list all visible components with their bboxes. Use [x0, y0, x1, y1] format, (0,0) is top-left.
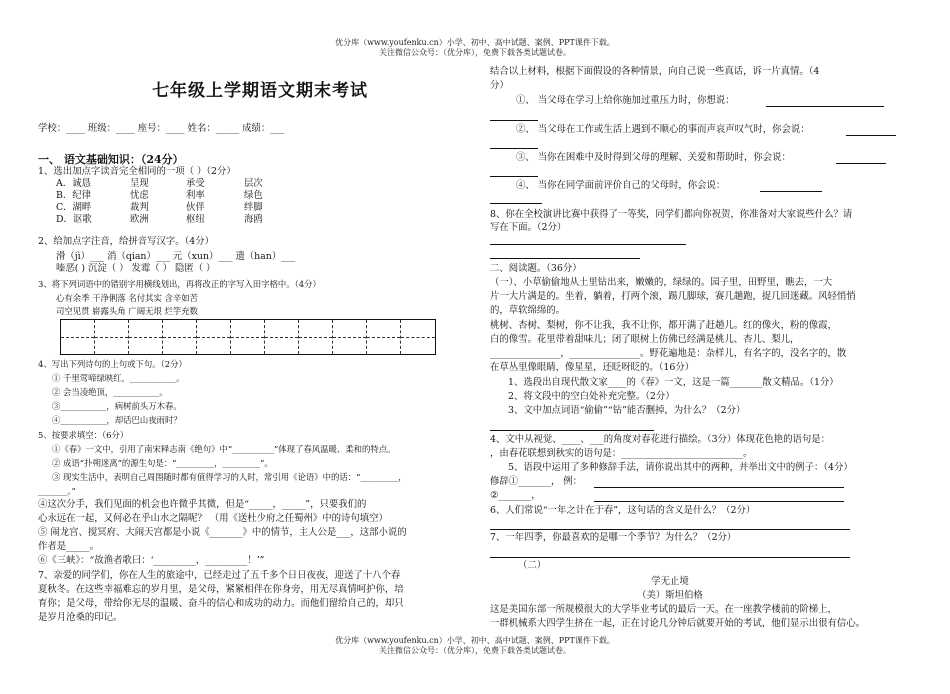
q5-item-5b: 作者是_____。	[38, 541, 99, 552]
section-2-heading: 二、阅读题。（36分）	[490, 263, 582, 274]
answer-line[interactable]	[490, 430, 654, 431]
q4-item-2: ② 会当凌绝顶，___________。	[52, 387, 168, 397]
q1-option-c: C．湖畔 裁判 伙伴 绊脚	[56, 202, 263, 213]
q8-line-a: 8、你在全校演讲比赛中获得了一等奖，同学们都向你祝贺，你准备对大家说些什么？请	[490, 209, 853, 220]
reading-q5-rhetoric-2: ②_______，	[490, 490, 541, 501]
answer-line[interactable]	[490, 148, 538, 149]
article-author: （美）斯坦伯格	[637, 590, 703, 601]
article-line-1: 这是美国东部一所规模很大的大学毕业考试的最后一天。在一座教学楼前的阶梯上，	[490, 604, 837, 615]
q5-item-6: ⑥《三峡》：“故渔者歌曰：‘_________，_________！’”	[38, 555, 265, 566]
reading-q4-b: ，由春花联想到秋实的语句是：__________________________。	[490, 448, 753, 459]
page-footer-line1: 优分库（www.youfenku.cn）小学、初中、高中试题、案例、PPT课件下载。	[335, 636, 615, 645]
q3-line2: 司空见贯 崭露头角 广阔无垠 烂竽充数	[56, 306, 198, 316]
exam-title: 七年级上学期语文期末考试	[152, 81, 368, 101]
q2-line2: 嗪恶( ) 沉淀（ ） 发霉（ ） 隐匿（ ）	[56, 263, 216, 274]
q4-text: 4、写出下列诗句的上句或下句。（2分）	[38, 359, 187, 369]
q7-line-c: 育你；是父母，带给你无尽的温暖、奋斗的信心和成功的动力。而他们留给自己的，却只	[38, 598, 404, 609]
q1-option-a: A．诚恳 呈现 承受 层次	[56, 178, 263, 189]
reading-q2: 2、将文段中的空白处补充完整。（2分）	[508, 391, 675, 402]
answer-line[interactable]	[766, 106, 884, 107]
answer-line[interactable]	[490, 203, 542, 204]
reading-q1: 1、选段出自现代散文家____的《春》一文，这是一篇_______散文精品。（1分）	[508, 377, 839, 388]
article-title: 学无止境	[651, 576, 689, 587]
q4-item-4: ④___________，却话巴山夜雨时？	[52, 415, 182, 425]
passage-line-5: 白的像雪。花里带着甜味儿；闭了眼树上仿佛已经满是桃儿、杏儿、梨儿，	[490, 334, 800, 345]
scenario-4: ④、 当你在同学面前评价自己的父母时，你会说：	[516, 180, 726, 191]
q1-option-b: B．纪律 忧虑 利率 绿色	[56, 190, 263, 201]
q5-item-5a: ⑤ 闹龙宫、搅冥府、大闹天宫都是小说《_______》中的情节，主人公是___，这部小说的	[38, 527, 407, 538]
reading-q5: 5、语段中运用了多种修辞手法，请你说出其中的两种，并举出文中的例子：（4分）	[508, 462, 853, 473]
q7-prompt-score: 分）	[490, 80, 509, 91]
q7-line-a: 7、亲爱的同学们，你在人生的旅途中，已经走过了五千多个日日夜夜，迎送了十八个春	[38, 570, 401, 581]
page-footer-line2: 关注微信公众号：（优分库），免费下载各类试题试卷。	[379, 646, 571, 655]
scenario-1: ①、 当父母在学习上给你施加过重压力时，你想说：	[516, 95, 735, 106]
passage-line-7: 在草丛里像眼睛，像星星，还眨呀眨的。（16分）	[490, 362, 695, 373]
q5-item-3a: ③ 现实生活中，表明自己周围随时都有值得学习的人时，常引用《论语》中的话：“_________，	[52, 472, 407, 482]
answer-line[interactable]	[760, 191, 822, 192]
reading-q7: 7、一年四季，你最喜欢的是哪一个季节？为什么？（2分）	[490, 532, 737, 543]
q1-text: 1、选出加点字读音完全相同的一项（ ）（2分）	[38, 166, 236, 177]
passage-line-6: _______________，_______________。野花遍地是：杂样儿，有名字的，没名字的，散	[490, 348, 847, 359]
scenario-2: ②、 当父母在工作或生活上遇到不顺心的事而声哀声叹气时，你会说：	[516, 124, 810, 135]
answer-line[interactable]	[846, 135, 896, 136]
answer-line[interactable]	[594, 501, 844, 502]
q4-item-1: ① 千里莺啼绿映红，___________。	[52, 373, 185, 383]
answer-line[interactable]	[594, 487, 844, 488]
q7-prompt: 结合以上材料，根据下面假设的各种情景，向自己说一些真话，诉一片真情。（4	[490, 66, 820, 77]
student-info-line: 学校：____ 班级：____ 座号：____ 姓名：_____ 成绩：___	[38, 123, 285, 134]
passage-line-3: 的，草软绵绵的。	[490, 305, 566, 316]
reading-q3: 3、文中加点词语“偷偷”“钻”能否删掉，为什么？（2分）	[508, 405, 746, 416]
reading-q5-rhetoric-1: 修辞①_______， 例：	[490, 476, 583, 487]
tian-zi-grid[interactable]	[60, 319, 436, 355]
q5-text: 5、按要求填空：（6分）	[38, 430, 129, 440]
q5-item-4a: ④这次分手，我们见面的机会也许微乎其微，但是“_____，_____”，只要我们的	[38, 499, 367, 510]
passage-line-2: 片一大片满是的。坐着，躺着，打两个滚，踢几脚球，赛几趟跑，捉几回迷藏。风轻悄悄	[490, 291, 856, 302]
article-line-2: 一群机械系大四学生挤在一起，正在讨论几分钟后就要开始的考试，他们显示出很有信心。	[490, 618, 866, 629]
answer-line[interactable]	[490, 120, 538, 121]
answer-line[interactable]	[490, 557, 850, 558]
q4-item-3: ③___________，病树前头万木春。	[52, 401, 182, 411]
answer-line[interactable]	[490, 176, 538, 177]
q3-line1: 心有余季 干浄俐落 名付其实 含辛如苦	[56, 293, 198, 303]
q3-text: 3、将下列词语中的错别字用横线划出，再将改正的字写入田字格中。（4分）	[38, 279, 321, 289]
page-header-line1: 优分库（www.youfenku.cn）小学、初中、高中试题、案例、PPT课件下载。	[335, 38, 615, 47]
q7-line-d: 是岁月沧桑的印记。	[38, 612, 123, 623]
section-1-heading: 一、 语文基础知识：（24分）	[38, 153, 184, 166]
q5-item-2: ② 成语“扑朔迷离”的源生句是：“_________，_________”。	[52, 458, 273, 468]
reading-q4-a: 4、文中从视觉、____、___的角度对春花进行描绘。（3分）体现花色艳的语句是：	[490, 434, 831, 445]
answer-line[interactable]	[836, 163, 886, 164]
passage-line-1: （一）、小草偷偷地从土里钻出来，嫩嫩的，绿绿的。园子里，田野里，瞧去，一大	[490, 277, 833, 288]
q5-item-1: ①《春》一文中，引用了南宋释志南《绝句》中“__________”体现了春风温暖、柔和的特点。	[52, 444, 396, 454]
q2-line1: 滑（jì）___ 消（qian）___ 元（xun）___ 遗（han）___	[56, 251, 296, 262]
q1-option-d: D．讴歌 欧洲 枢纽 海鸥	[56, 214, 263, 225]
scenario-3: ③、 当你在困难中及时得到父母的理解、关爱和帮助时，你会说：	[516, 152, 791, 163]
reading-q6: 6、人们常说“一年之计在于春”，这句话的含义是什么？（2分）	[490, 505, 756, 516]
q5-item-3b: _______。”	[38, 486, 76, 496]
section-2-part-2: （二）	[518, 560, 547, 571]
page-header-line2: 关注微信公众号：（优分库），免费下载各类试题试卷。	[379, 48, 571, 57]
q7-line-b: 夏秋冬。在这些幸福难忘的岁月里，是父母，紧紧相伴在你身旁，用无尽真情呵护你，培	[38, 584, 404, 595]
q8-line-b: 写在下面。（2分）	[490, 222, 567, 233]
q2-text: 2、给加点字注音，给拼音写汉字。（4分）	[38, 236, 214, 247]
passage-line-4: 桃树、杏树、梨树，你不让我，我不让你，都开满了赶趟儿。红的像火，粉的像霞，	[490, 320, 837, 331]
q5-item-4b: 心永远在一起，又何必在乎山水之隔呢？ （用《送杜少府之任蜀州》中的诗句填空）	[38, 513, 388, 524]
answer-line[interactable]	[490, 258, 640, 259]
answer-line[interactable]	[490, 529, 850, 530]
answer-line[interactable]	[490, 244, 686, 245]
